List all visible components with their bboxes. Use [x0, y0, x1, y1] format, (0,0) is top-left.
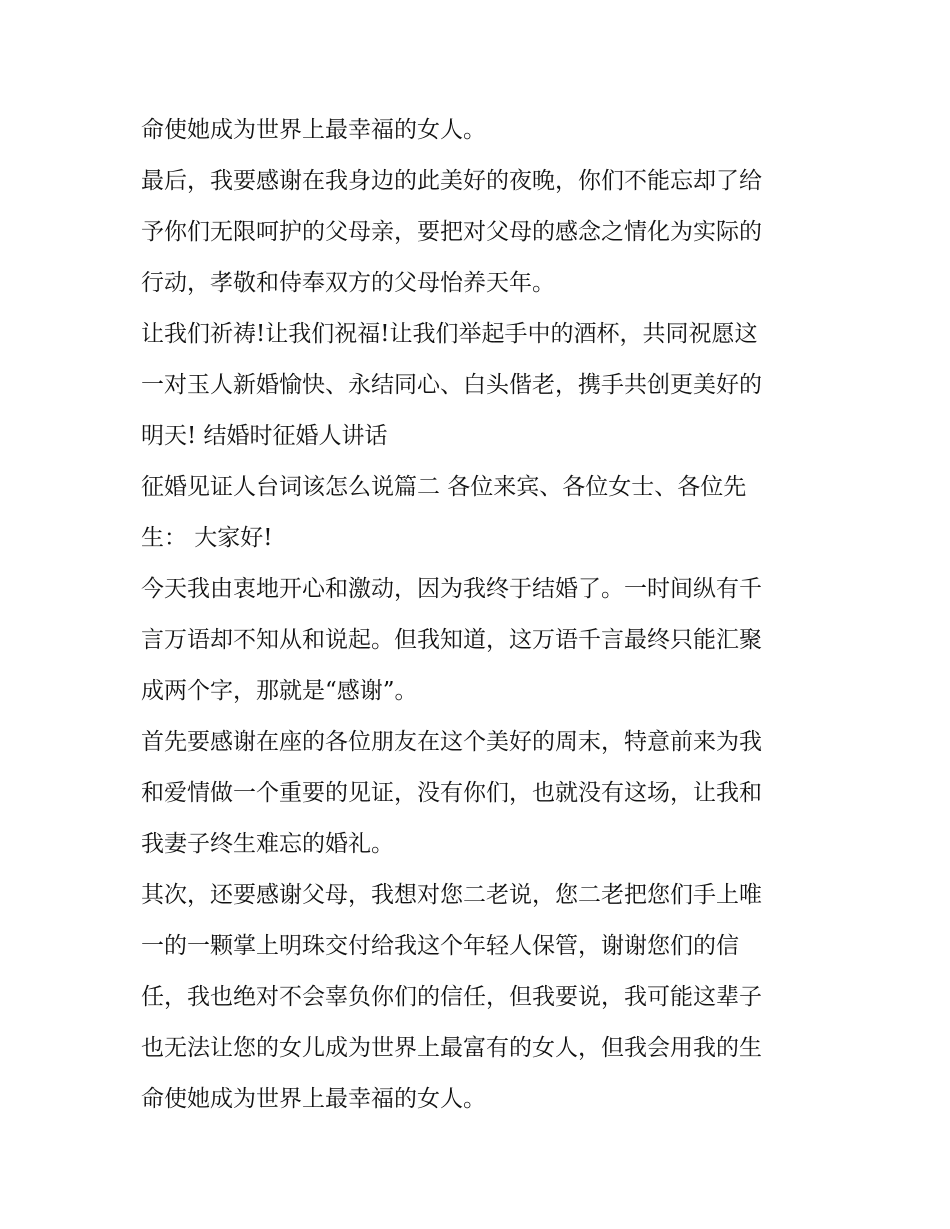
text-line: 行动，孝敬和侍奉双方的父母怡养天年。 [141, 270, 555, 296]
text-line: 明天! 结婚时征婚人讲话 [141, 423, 388, 449]
text-line: 言万语却不知从和说起。但我知道，这万语千言最终只能汇聚 [141, 627, 762, 653]
text-line: 我妻子终生难忘的婚礼。 [141, 831, 394, 857]
text-line: 一的一颗掌上明珠交付给我这个年轻人保管，谢谢您们的信 [141, 933, 739, 959]
text-line: 命使她成为世界上最幸福的女人。 [141, 117, 486, 143]
text-line: 让我们祈祷!让我们祝福!让我们举起手中的酒杯，共同祝愿这 [141, 321, 758, 347]
text-line: 其次，还要感谢父母，我想对您二老说，您二老把您们手上唯 [141, 882, 762, 908]
text-line: 命使她成为世界上最幸福的女人。 [141, 1086, 486, 1112]
text-line: 成两个字，那就是“感谢”。 [141, 678, 418, 704]
document-body [141, 110, 841, 1130]
text-line: 首先要感谢在座的各位朋友在这个美好的周末，特意前来为我 [141, 729, 762, 755]
text-line: 最后，我要感谢在我身边的此美好的夜晚，你们不能忘却了给 [141, 168, 762, 194]
text-line: 生： 大家好! [141, 525, 273, 551]
text-line: 今天我由衷地开心和激动，因为我终于结婚了。一时间纵有千 [141, 576, 762, 602]
text-line: 任，我也绝对不会辜负你们的信任，但我要说，我可能这辈子 [141, 984, 762, 1010]
text-line: 征婚见证人台词该怎么说篇二 各位来宾、各位女士、各位先 [141, 474, 747, 500]
text-line: 也无法让您的女儿成为世界上最富有的女人，但我会用我的生 [141, 1035, 762, 1061]
text-line: 一对玉人新婚愉快、永结同心、白头偕老，携手共创更美好的 [141, 372, 762, 398]
text-line: 予你们无限呵护的父母亲，要把对父母的感念之情化为实际的 [141, 219, 762, 245]
text-line: 和爱情做一个重要的见证，没有你们，也就没有这场，让我和 [141, 780, 762, 806]
